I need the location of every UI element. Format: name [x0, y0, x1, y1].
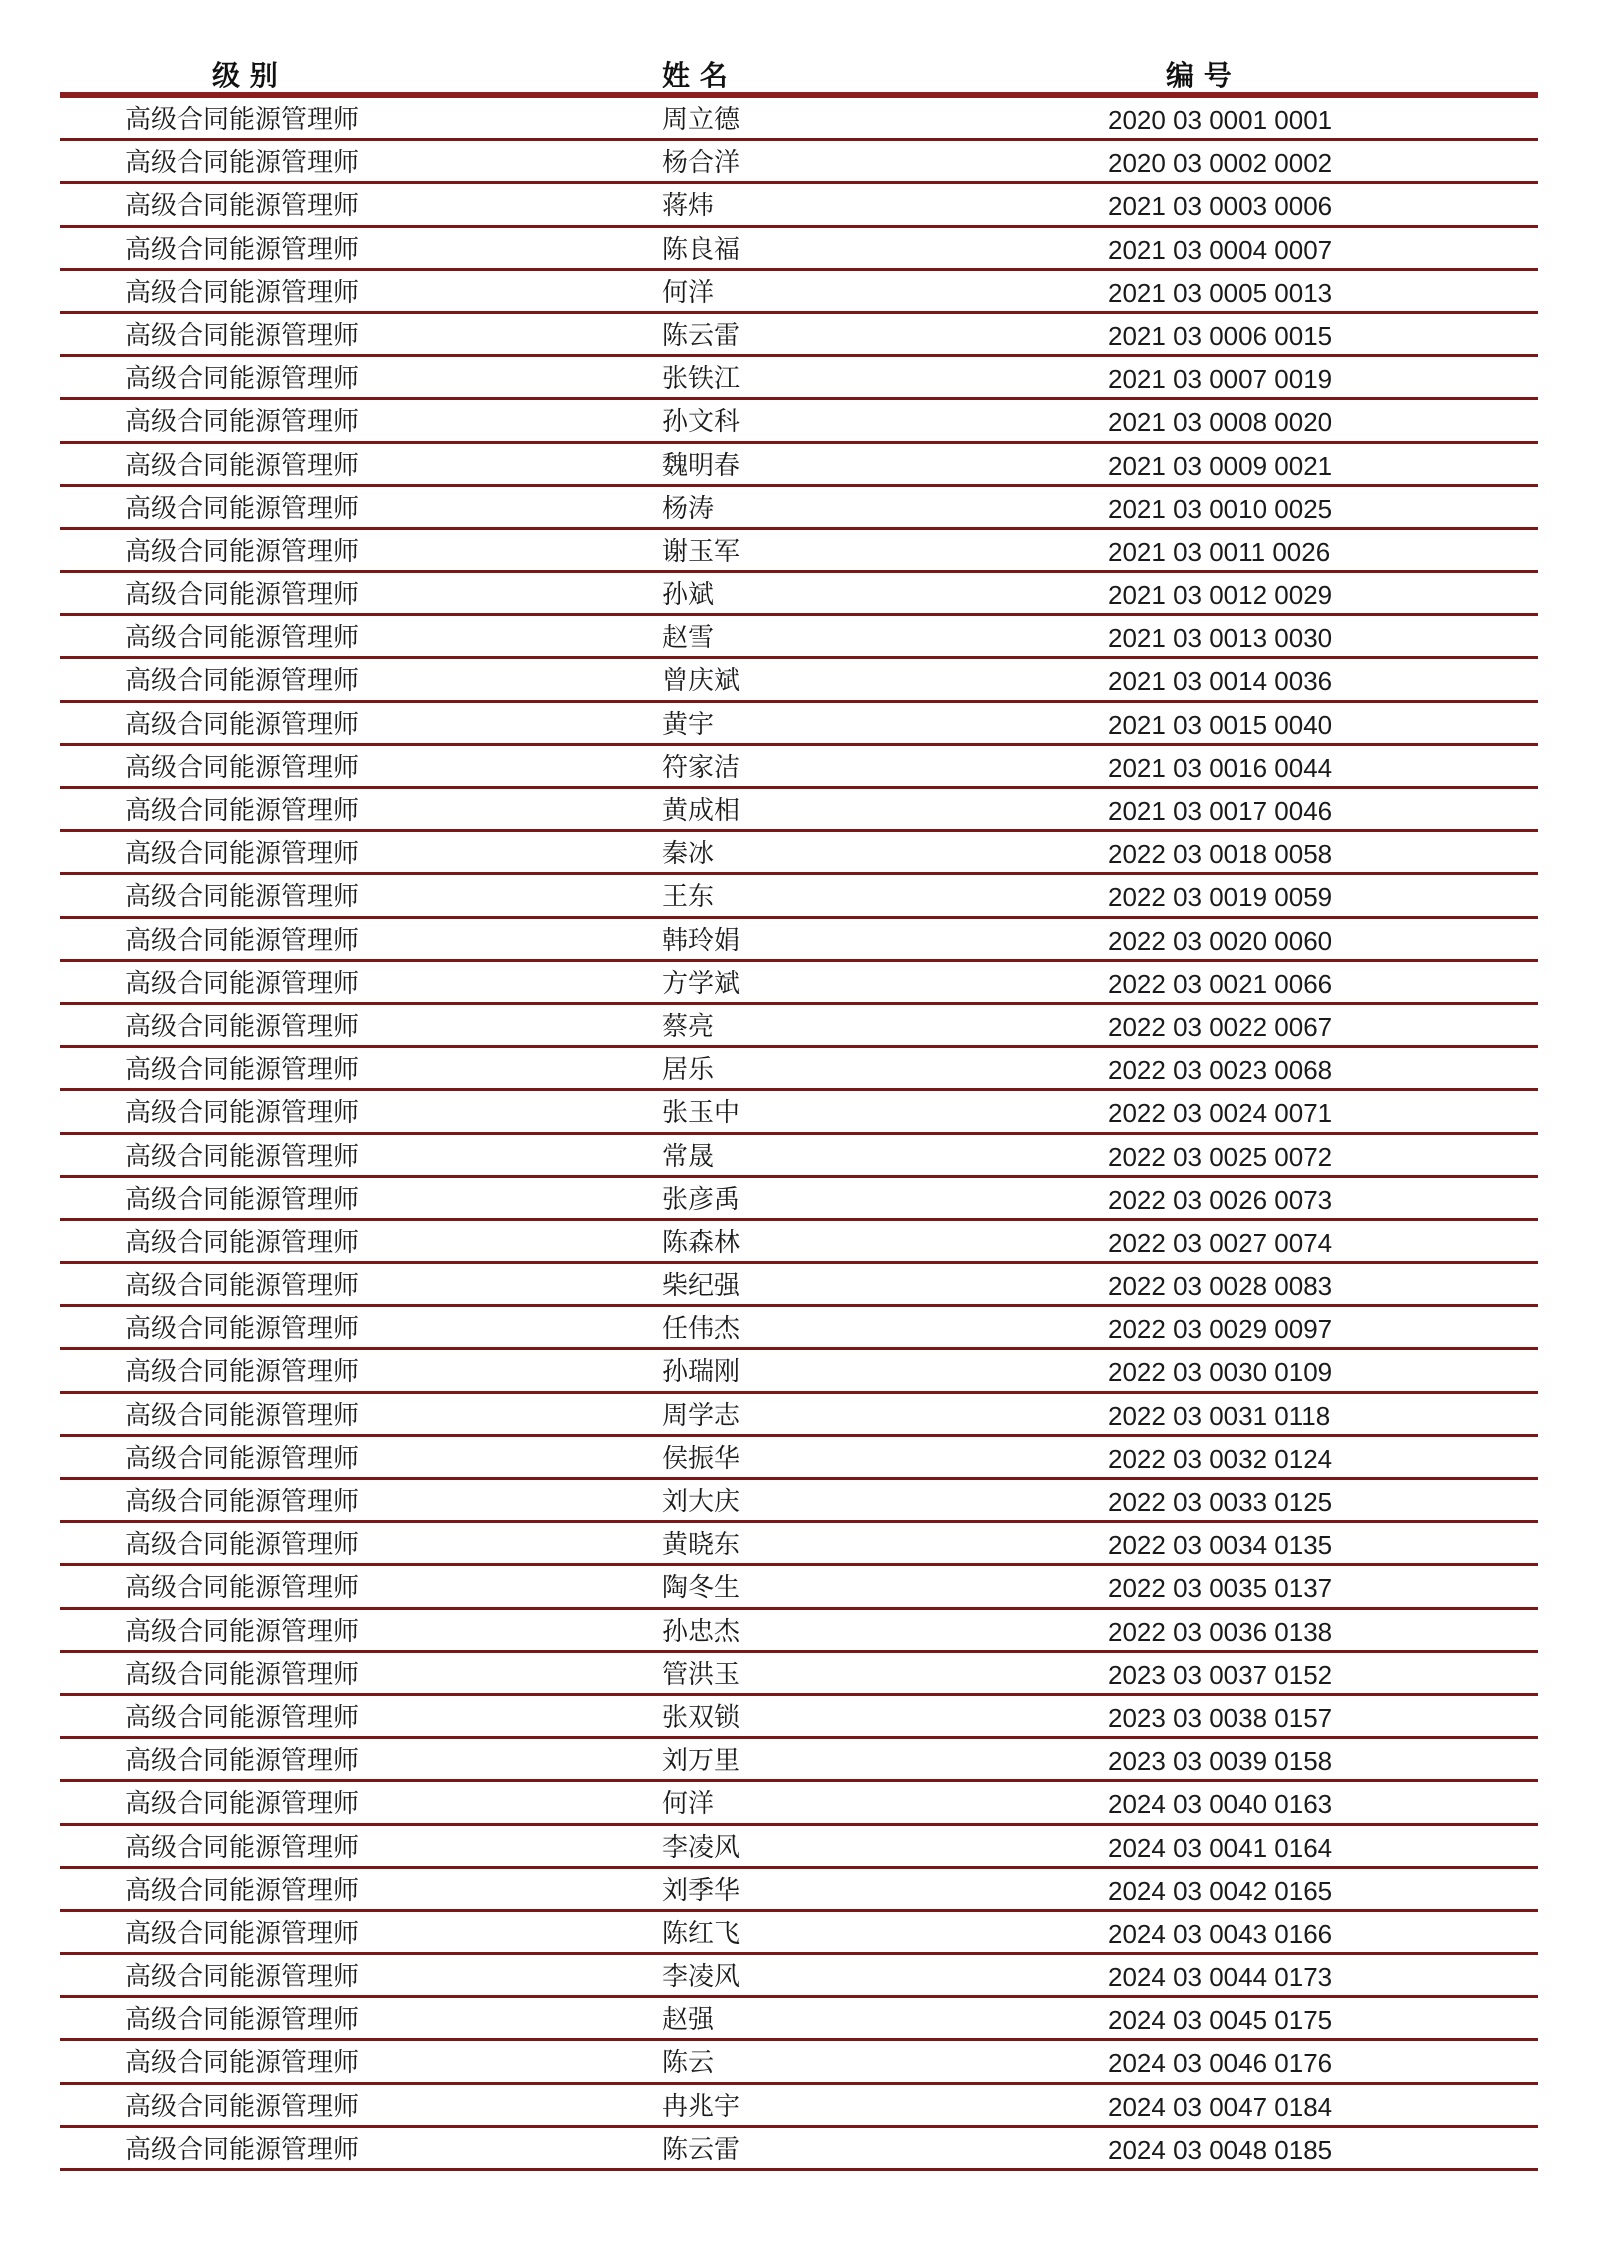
- cell-name: 刘万里: [662, 1746, 741, 1777]
- cell-name: 柴纪强: [662, 1271, 741, 1302]
- cell-level: 高级合同能源管理师: [125, 1702, 360, 1733]
- cell-level: 高级合同能源管理师: [125, 1530, 360, 1561]
- table-row: [60, 1135, 1538, 1178]
- table-row: [60, 2128, 1538, 2171]
- cell-name: 张彦禹: [662, 1184, 741, 1215]
- table-row: [60, 875, 1538, 918]
- cell-name: 陈红飞: [662, 1918, 741, 1949]
- cell-level: 高级合同能源管理师: [125, 105, 360, 135]
- table-row: [60, 2041, 1538, 2084]
- cell-level: 高级合同能源管理师: [125, 1271, 360, 1302]
- cell-level: 高级合同能源管理师: [125, 1184, 360, 1215]
- cell-code: 2022 03 0019 0059: [1108, 882, 1333, 913]
- cell-name: 王东: [662, 882, 715, 913]
- cell-level: 高级合同能源管理师: [125, 2048, 360, 2079]
- cell-level: 高级合同能源管理师: [125, 580, 360, 611]
- cell-code: 2024 03 0040 0163: [1108, 1789, 1333, 1820]
- cell-code: 2021 03 0006 0015: [1108, 320, 1333, 351]
- table-row: [60, 1221, 1538, 1264]
- cell-code: 2023 03 0037 0152: [1108, 1659, 1333, 1690]
- cell-code: 2022 03 0029 0097: [1108, 1314, 1333, 1345]
- table-row: [60, 832, 1538, 875]
- table-row: [60, 400, 1538, 443]
- table-row: [60, 228, 1538, 271]
- cell-code: 2022 03 0018 0058: [1108, 839, 1333, 870]
- header-name: 姓 名: [662, 59, 728, 92]
- cell-code: 2022 03 0030 0109: [1108, 1357, 1333, 1388]
- cell-code: 2022 03 0022 0067: [1108, 1011, 1333, 1042]
- table-row: [60, 1480, 1538, 1523]
- table-row: [60, 98, 1538, 141]
- table-row: [60, 357, 1538, 400]
- table-row: [60, 1523, 1538, 1566]
- cell-level: 高级合同能源管理师: [125, 1573, 360, 1604]
- cell-code: 2022 03 0027 0074: [1108, 1227, 1333, 1258]
- table-body: [60, 98, 1538, 2171]
- cell-level: 高级合同能源管理师: [125, 1789, 360, 1820]
- cell-name: 管洪玉: [662, 1659, 741, 1690]
- cell-level: 高级合同能源管理师: [125, 450, 360, 481]
- cell-level: 高级合同能源管理师: [125, 320, 360, 351]
- cell-level: 高级合同能源管理师: [125, 1616, 360, 1647]
- table-row: [60, 573, 1538, 616]
- cell-code: 2021 03 0011 0026: [1108, 536, 1331, 567]
- cell-level: 高级合同能源管理师: [125, 277, 360, 308]
- table-row: [60, 530, 1538, 573]
- cell-level: 高级合同能源管理师: [125, 2005, 360, 2036]
- cell-level: 高级合同能源管理师: [125, 2091, 360, 2122]
- cell-name: 张玉中: [662, 1098, 741, 1129]
- cell-level: 高级合同能源管理师: [125, 1659, 360, 1690]
- cell-code: 2022 03 0021 0066: [1108, 968, 1333, 999]
- cell-level: 高级合同能源管理师: [125, 536, 360, 567]
- table-row: [60, 789, 1538, 832]
- cell-code: 2024 03 0047 0184: [1108, 2091, 1333, 2122]
- cell-code: 2021 03 0010 0025: [1108, 493, 1333, 524]
- table-row: [60, 1739, 1538, 1782]
- cell-name: 任伟杰: [662, 1314, 741, 1345]
- cell-name: 常晟: [662, 1141, 715, 1172]
- table-row: [60, 616, 1538, 659]
- cell-code: 2020 03 0001 0001: [1108, 105, 1333, 135]
- cell-level: 高级合同能源管理师: [125, 1314, 360, 1345]
- cell-code: 2022 03 0032 0124: [1108, 1443, 1333, 1474]
- cell-name: 秦冰: [662, 839, 715, 870]
- header-code: 编 号: [1166, 59, 1232, 92]
- cell-code: 2022 03 0024 0071: [1108, 1098, 1333, 1129]
- cell-level: 高级合同能源管理师: [125, 752, 360, 783]
- table-row: [60, 1264, 1538, 1307]
- cell-name: 孙瑞刚: [662, 1357, 741, 1388]
- cell-level: 高级合同能源管理师: [125, 1918, 360, 1949]
- table-row: [60, 1653, 1538, 1696]
- table-row: [60, 314, 1538, 357]
- cell-code: 2022 03 0034 0135: [1108, 1530, 1333, 1561]
- cell-code: 2022 03 0028 0083: [1108, 1271, 1333, 1302]
- cell-code: 2021 03 0005 0013: [1108, 277, 1333, 308]
- cell-level: 高级合同能源管理师: [125, 234, 360, 265]
- cell-name: 蒋炜: [662, 191, 715, 222]
- cell-name: 何洋: [662, 277, 715, 308]
- table-header: [60, 50, 1538, 92]
- cell-name: 李凌风: [662, 1832, 741, 1863]
- table-row: [60, 919, 1538, 962]
- cell-level: 高级合同能源管理师: [125, 407, 360, 438]
- cell-code: 2024 03 0042 0165: [1108, 1875, 1333, 1906]
- table-row: [60, 659, 1538, 702]
- cell-name: 陶冬生: [662, 1573, 741, 1604]
- cell-level: 高级合同能源管理师: [125, 1962, 360, 1993]
- cell-level: 高级合同能源管理师: [125, 968, 360, 999]
- cell-level: 高级合同能源管理师: [125, 1832, 360, 1863]
- cell-level: 高级合同能源管理师: [125, 709, 360, 740]
- cell-name: 何洋: [662, 1789, 715, 1820]
- table-row: [60, 962, 1538, 1005]
- table-row: [60, 487, 1538, 530]
- table-row: [60, 1955, 1538, 1998]
- cell-level: 高级合同能源管理师: [125, 1746, 360, 1777]
- cell-name: 杨涛: [662, 493, 715, 524]
- header-level: 级 别: [212, 59, 278, 92]
- cell-name: 符家洁: [662, 752, 741, 783]
- table-row: [60, 1998, 1538, 2041]
- table-row: [60, 1869, 1538, 1912]
- cell-name: 陈云: [662, 2048, 715, 2079]
- cell-name: 侯振华: [662, 1443, 741, 1474]
- table-row: [60, 1307, 1538, 1350]
- table-row: [60, 1437, 1538, 1480]
- table-row: [60, 1048, 1538, 1091]
- cell-code: 2021 03 0007 0019: [1108, 364, 1333, 395]
- cell-code: 2021 03 0012 0029: [1108, 580, 1333, 611]
- cell-code: 2021 03 0003 0006: [1108, 191, 1333, 222]
- cell-code: 2022 03 0023 0068: [1108, 1055, 1333, 1086]
- cell-name: 孙斌: [662, 580, 715, 611]
- cell-name: 孙忠杰: [662, 1616, 741, 1647]
- table-row: [60, 1566, 1538, 1609]
- cell-name: 陈森林: [662, 1227, 741, 1258]
- cell-code: 2023 03 0038 0157: [1108, 1702, 1333, 1733]
- table-row: [60, 444, 1538, 487]
- cell-code: 2020 03 0002 0002: [1108, 148, 1333, 179]
- table-row: [60, 1350, 1538, 1393]
- cell-code: 2022 03 0031 0118: [1108, 1400, 1331, 1431]
- cell-code: 2022 03 0020 0060: [1108, 925, 1333, 956]
- cell-level: 高级合同能源管理师: [125, 493, 360, 524]
- cell-code: 2022 03 0033 0125: [1108, 1487, 1333, 1517]
- cell-level: 高级合同能源管理师: [125, 1357, 360, 1388]
- cell-name: 魏明春: [662, 450, 741, 481]
- table-row: [60, 141, 1538, 184]
- table-row: [60, 271, 1538, 314]
- cell-code: 2022 03 0036 0138: [1108, 1616, 1333, 1647]
- cell-code: 2021 03 0017 0046: [1108, 796, 1333, 826]
- cell-name: 曾庆斌: [662, 666, 741, 697]
- cell-name: 黄成相: [662, 796, 741, 826]
- cell-name: 李凌风: [662, 1962, 741, 1993]
- table-row: [60, 1091, 1538, 1134]
- cell-level: 高级合同能源管理师: [125, 882, 360, 913]
- cell-code: 2021 03 0014 0036: [1108, 666, 1333, 697]
- cell-level: 高级合同能源管理师: [125, 796, 360, 826]
- cell-level: 高级合同能源管理师: [125, 666, 360, 697]
- table-row: [60, 746, 1538, 789]
- cell-code: 2024 03 0044 0173: [1108, 1962, 1333, 1993]
- cell-name: 方学斌: [662, 968, 741, 999]
- cell-name: 陈云雷: [662, 2134, 741, 2165]
- table-row: [60, 184, 1538, 227]
- cell-level: 高级合同能源管理师: [125, 1141, 360, 1172]
- cell-code: 2024 03 0046 0176: [1108, 2048, 1333, 2079]
- cell-level: 高级合同能源管理师: [125, 1443, 360, 1474]
- table-row: [60, 1394, 1538, 1437]
- cell-level: 高级合同能源管理师: [125, 925, 360, 956]
- cell-level: 高级合同能源管理师: [125, 1227, 360, 1258]
- cell-name: 孙文科: [662, 407, 741, 438]
- cell-level: 高级合同能源管理师: [125, 1875, 360, 1906]
- cell-name: 居乐: [662, 1055, 715, 1086]
- cell-name: 赵强: [662, 2005, 715, 2036]
- table-row: [60, 1696, 1538, 1739]
- cell-code: 2024 03 0045 0175: [1108, 2005, 1333, 2036]
- cell-name: 陈云雷: [662, 320, 741, 351]
- cell-code: 2021 03 0013 0030: [1108, 623, 1333, 654]
- cell-name: 周立德: [662, 105, 741, 135]
- cell-name: 张铁江: [662, 364, 741, 395]
- cell-code: 2022 03 0025 0072: [1108, 1141, 1333, 1172]
- cell-level: 高级合同能源管理师: [125, 1055, 360, 1086]
- cell-code: 2022 03 0035 0137: [1108, 1573, 1333, 1604]
- cell-level: 高级合同能源管理师: [125, 148, 360, 179]
- cell-code: 2024 03 0043 0166: [1108, 1918, 1333, 1949]
- cell-name: 刘大庆: [662, 1487, 741, 1517]
- cell-code: 2021 03 0016 0044: [1108, 752, 1333, 783]
- table-row: [60, 1178, 1538, 1221]
- cell-name: 黄宇: [662, 709, 715, 740]
- cell-name: 谢玉军: [662, 536, 741, 567]
- cell-code: 2022 03 0026 0073: [1108, 1184, 1333, 1215]
- table-row: [60, 1005, 1538, 1048]
- cell-level: 高级合同能源管理师: [125, 839, 360, 870]
- cell-level: 高级合同能源管理师: [125, 364, 360, 395]
- cell-name: 陈良福: [662, 234, 741, 265]
- cell-name: 杨合洋: [662, 148, 741, 179]
- cell-level: 高级合同能源管理师: [125, 1098, 360, 1129]
- table-row: [60, 1782, 1538, 1825]
- cell-code: 2023 03 0039 0158: [1108, 1746, 1333, 1777]
- cell-name: 蔡亮: [662, 1011, 715, 1042]
- cell-code: 2021 03 0008 0020: [1108, 407, 1333, 438]
- cell-level: 高级合同能源管理师: [125, 1400, 360, 1431]
- cell-name: 韩玲娟: [662, 925, 741, 956]
- table-row: [60, 1912, 1538, 1955]
- cell-name: 赵雪: [662, 623, 715, 654]
- table-row: [60, 703, 1538, 746]
- cell-level: 高级合同能源管理师: [125, 1011, 360, 1042]
- cell-code: 2024 03 0041 0164: [1108, 1832, 1333, 1863]
- cell-code: 2021 03 0015 0040: [1108, 709, 1333, 740]
- cell-code: 2021 03 0009 0021: [1108, 450, 1333, 481]
- table-row: [60, 1826, 1538, 1869]
- cell-level: 高级合同能源管理师: [125, 1487, 360, 1517]
- cell-level: 高级合同能源管理师: [125, 623, 360, 654]
- cell-level: 高级合同能源管理师: [125, 2134, 360, 2165]
- cell-code: 2024 03 0048 0185: [1108, 2134, 1333, 2165]
- cell-name: 冉兆宇: [662, 2091, 741, 2122]
- table-row: [60, 2085, 1538, 2128]
- cell-code: 2021 03 0004 0007: [1108, 234, 1333, 265]
- cell-name: 黄晓东: [662, 1530, 741, 1561]
- table-row: [60, 1610, 1538, 1653]
- cell-name: 周学志: [662, 1400, 741, 1431]
- cell-name: 刘季华: [662, 1875, 741, 1906]
- cell-name: 张双锁: [662, 1702, 741, 1733]
- cell-level: 高级合同能源管理师: [125, 191, 360, 222]
- certificate-table: [60, 50, 1538, 2171]
